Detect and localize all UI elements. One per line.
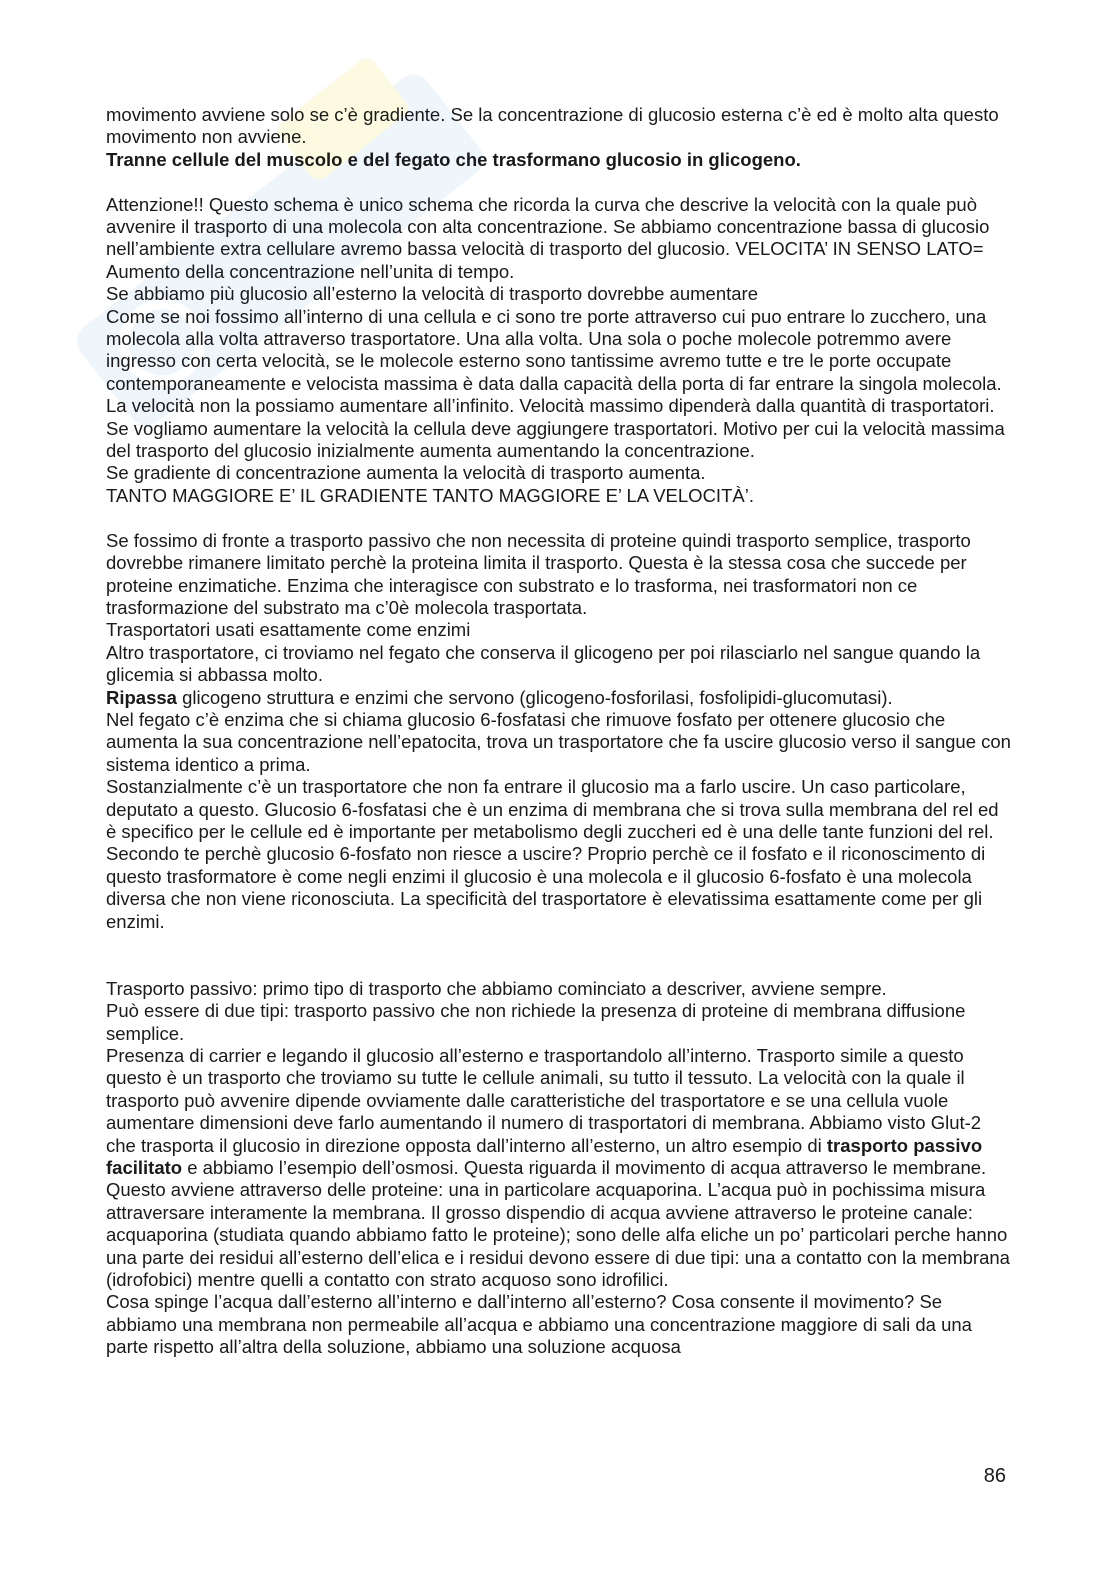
text-run: Altro trasportatore, ci troviamo nel fegato che conserva il glicogeno per poi rilasciarlo nel sangue quando la glicemia si abbassa molto. [106, 641, 981, 686]
text-run: Trasporto passivo: primo tipo di trasporto che abbiamo cominciato a descriver, avviene sempre. [106, 977, 887, 999]
paragraph [106, 194, 1012, 284]
text-run: Può essere di due tipi: trasporto passivo che non richiede la presenza di proteine di membrana diffusione semplice. [106, 1000, 966, 1044]
paragraph [106, 283, 1012, 305]
text-run: Secondo te perchè glucosio 6-fosfato non riesce a uscire? Proprio perchè ce il fosfato e il riconoscimento di questo trasformatore è come negli enzimi il glucosio è una molecola e il glucosio 6-fosfato è una molecola diversa che non viene riconosciuta. La specificità del trasportatore è elevatissima esattamente come per gli enzimi. [106, 843, 986, 932]
text-run: TANTO MAGGIORE E’ IL GRADIENTE TANTO MAGGIORE E’ LA VELOCITÀ’. [106, 484, 754, 506]
paragraph [106, 619, 1012, 641]
paragraph [106, 843, 1012, 933]
paragraph-spacer [106, 171, 1012, 193]
page-number: 86 [983, 1465, 1006, 1487]
paragraph [106, 485, 1012, 507]
text-run: Se fossimo di fronte a trasporto passivo che non necessita di proteine quindi trasporto semplice, trasporto dovrebbe rimanere limitato perchè la proteina limita il trasporto. Questa è la stessa cosa che succede per proteine enzimatiche. Enzima che interagisce con substrato e lo trasforma, nei trasformatori non ce trasformazione del substrato ma c’0è molecola trasportata. [106, 529, 971, 618]
document-body [106, 104, 1012, 1359]
paragraph [106, 104, 1012, 149]
paragraph [106, 1000, 1012, 1045]
paragraph [106, 1291, 1012, 1358]
paragraph [106, 709, 1012, 776]
text-run: Se abbiamo più glucosio all’esterno la velocità di trasporto dovrebbe aumentare [106, 283, 758, 305]
text-run: Come se noi fossimo all’interno di una cellula e ci sono tre porte attraverso cui puo entrare lo zucchero, una molecola alla volta attraverso trasportatore. Una alla volta. Una sola o poche molecole potremmo avere ingresso con certa velocità, se le molecole esterno sono tantissime avremo tutte e tre le porte occupate contemporaneamente e velocista massima è data dalla capacità della porta di far entrare la singola molecola. La velocità non la possiamo aumentare all’infinito. Velocità massimo dipenderà dalla quantità di trasportatori. Se vogliamo aumentare la velocità la cellula deve aggiungere trasportatori. Motivo per cui la velocità massima del trasporto del glucosio inizialmente aumenta aumentando la concentrazione. [106, 305, 1005, 462]
text-run: e abbiamo l’esempio dell’osmosi. Questa riguarda il movimento di acqua attraverso le membrane. Questo avviene attraverso delle proteine: una in particolare acquaporina. L’acqua può in pochissima misura attraversare interamente la membrana. Il grosso dispendio di acqua avviene attraverso le proteine canale: acquaporina (studiata quando abbiamo fatto le proteine); sono delle alfa eliche un po’ particolari perche hanno una parte dei residui all’esterno dell’elica e i residui devono essere di due tipi: una a contatto con la membrana (idrofobici) mentre quelli a contatto con strato acquoso sono idrofilici. [106, 1157, 1010, 1291]
text-run: glicogeno struttura e enzimi che servono (glicogeno-fosforilasi, fosfolipidi-glucomutasi). [176, 686, 893, 708]
text-run: Cosa spinge l’acqua dall’esterno all’interno e dall’interno all’esterno? Cosa consente il movimento? Se abbiamo una membrana non permeabile all’acqua e abbiamo una concentrazione maggiore di sali da una parte rispetto all’altra della soluzione, abbiamo una soluzione acquosa [106, 1291, 972, 1358]
paragraph [106, 530, 1012, 620]
text-run: Presenza di carrier e legando il glucosio all’esterno e trasportandolo all’interno. Trasporto simile a questo questo è un trasporto che troviamo su tutte le cellule animali, su tutto il tessuto. La velocità con la quale il trasporto può avvenire dipende ovviamente dalle caratteristiche del trasportatore e se una cellula vuole aumentare dimensioni deve farlo aumentando il numero di trasportatori di membrana. Abbiamo visto Glut-2 che trasporta il glucosio in direzione opposta dall’interno all’esterno, un altro esempio di [106, 1045, 982, 1156]
text-run: Nel fegato c’è enzima che si chiama glucosio 6-fosfatasi che rimuove fosfato per ottenere glucosio che aumenta la sua concentrazione nell’epatocita, trova un trasportatore che fa uscire glucosio verso il sangue con sistema identico a prima. [106, 708, 1011, 775]
paragraph [106, 776, 1012, 843]
paragraph-spacer [106, 507, 1012, 529]
text-run: Trasportatori usati esattamente come enzimi [106, 619, 471, 641]
bold-text: Ripassa [106, 686, 177, 708]
paragraph-spacer [106, 933, 1012, 978]
bold-text: Tranne cellule del muscolo e del fegato che trasformano glucosio in glicogeno. [106, 148, 801, 170]
text-run: movimento avviene solo se c’è gradiente. Se la concentrazione di glucosio esterna c’è ed è molto alta questo movimento non avviene. [106, 104, 999, 148]
paragraph [106, 462, 1012, 484]
text-run: Attenzione!! Questo schema è unico schema che ricorda la curva che descrive la velocità con la quale può avvenire il trasporto di una molecola con alta concentrazione. Se abbiamo concentrazione bassa di glucosio nell’ambiente extra cellulare avremo bassa velocità di trasporto del glucosio. VELOCITA’ IN SENSO LATO= Aumento della concentrazione nell’unita di tempo. [106, 193, 990, 282]
paragraph [106, 642, 1012, 687]
paragraph [106, 1045, 1012, 1291]
paragraph [106, 687, 1012, 709]
paragraph [106, 978, 1012, 1000]
paragraph [106, 149, 1012, 171]
bold-text: trasporto passivo facilitato [106, 1134, 983, 1179]
text-run: Sostanzialmente c’è un trasportatore che non fa entrare il glucosio ma a farlo uscire. Un caso particolare, deputato a questo. Glucosio 6-fosfatasi che è un enzima di membrana che si trova sulla membrana del rel ed è specifico per le cellule ed è importante per metabolismo degli zuccheri ed è una delle tante funzioni del rel. [106, 776, 999, 842]
paragraph [106, 306, 1012, 463]
text-run: Se gradiente di concentrazione aumenta la velocità di trasporto aumenta. [106, 462, 706, 484]
